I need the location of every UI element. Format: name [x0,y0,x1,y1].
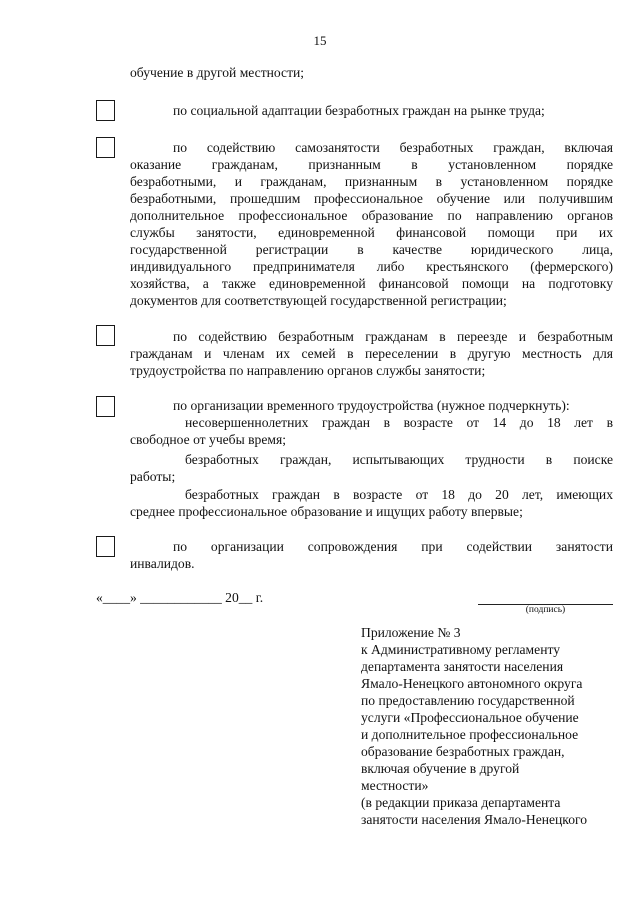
item2-line2: оказание гражданам, признанным в установленном порядке [130,157,613,172]
item4-line5: работы; [130,469,176,484]
appendix-line6: услуги «Профессиональное обучение [361,710,579,725]
item4-line4: безработных граждан, испытывающих трудности в поиске [185,452,613,467]
item4-line7: среднее профессиональное образование и ищущих работу впервые; [130,504,523,519]
item2-line1: по содействию самозанятости безработных граждан, включая [173,140,613,155]
item2-line5: дополнительное профессиональное образование по направлению органов [130,208,613,223]
item2-line6: службы занятости, единовременной финансовой помощи при их [130,225,613,240]
page-number: 15 [313,33,327,48]
item4-line2: несовершеннолетних граждан в возрасте от 14 до 18 лет в [185,415,613,430]
checkbox-temporary-employment[interactable] [96,396,115,417]
item2-line9: хозяйства, а также единовременной финансовой помощи на подготовку [130,276,613,291]
item4-line3: свободное от учебы время; [130,432,287,447]
checkbox-disabled-support[interactable] [96,536,115,557]
item5-line1: по организации сопровождения при содействии занятости [173,539,613,554]
item4-line1: по организации временного трудоустройства (нужное подчеркнуть): [173,398,570,413]
item1-line1: по социальной адаптации безработных граждан на рынке труда; [173,103,545,118]
appendix-line10: местности» [361,778,429,793]
date-field[interactable]: «____» ____________ 20__ г. [96,590,264,605]
checkbox-self-employment[interactable] [96,137,115,158]
item3-line3: трудоустройства по направлению органов службы занятости; [130,363,486,378]
item2-line8: индивидуального предпринимателя либо крестьянского (фермерского) [130,259,613,274]
appendix-line9: включая обучение в другой [361,761,520,776]
appendix-line11: (в редакции приказа департамента [361,795,561,810]
appendix-line3: департамента занятости населения [361,659,564,674]
item2-line3: безработными, и гражданам, признанным в установленном порядке [130,174,613,189]
checkbox-social-adaptation[interactable] [96,100,115,121]
appendix-line4: Ямало-Ненецкого автономного округа [361,676,583,691]
appendix-line1: Приложение № 3 [361,625,461,640]
item2-line10: документов для соответствующей государственной регистрации; [130,293,507,308]
item5-line2: инвалидов. [130,556,195,571]
signature-caption: (подпись) [525,605,566,615]
appendix-line2: к Административному регламенту [361,642,561,657]
appendix-line5: по предоставлению государственной [361,693,575,708]
appendix-line8: образование безработных граждан, [361,744,565,759]
item2-line4: безработными, прошедшим профессиональное обучение или получившим [130,191,613,206]
item2-line7: государственной регистрации в качестве юридического лица, [130,242,613,257]
appendix-line7: и дополнительное профессиональное [361,727,579,742]
item3-line1: по содействию безработным гражданам в переезде и безработным [173,329,613,344]
intro-line: обучение в другой местности; [130,65,305,80]
appendix-line12: занятости населения Ямало-Ненецкого [361,812,588,827]
item3-line2: гражданам и членам их семей в переселении в другую местность для [130,346,613,361]
checkbox-relocation[interactable] [96,325,115,346]
item4-line6: безработных граждан в возрасте от 18 до 20 лет, имеющих [185,487,613,502]
